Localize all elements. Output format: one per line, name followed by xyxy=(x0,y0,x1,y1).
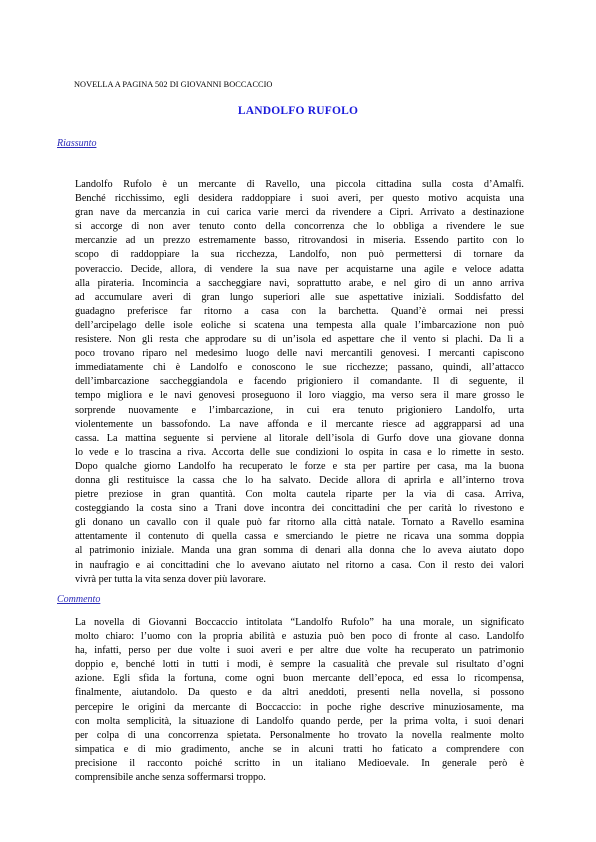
document-title: LANDOLFO RUFOLO xyxy=(237,105,359,117)
text-line: sorprende nuovamente e l’imbarcazione, in cui era tenuto prigioniero Landolfo, urta xyxy=(75,404,524,416)
section-heading-riassunto[interactable]: Riassunto xyxy=(57,138,97,149)
text-line: molto chiaro: l’uomo con la propria abilità e astuzia può ben poco di fronte al caso. Landolfo xyxy=(75,631,524,643)
text-line: doppio e, benché lotti in tutti i modi, è sempre la casualità che prevale sul risultato d’ogni xyxy=(75,659,524,671)
commento-paragraph xyxy=(75,616,524,785)
text-line: guadagno preferisce far ritorno a casa con la barchetta. Quand’è ormai nei pressi xyxy=(75,305,524,317)
text-line: cassa. La mattina seguente si perviene al litorale dell’isola di Gurfo dove una giovane donna xyxy=(75,432,524,444)
text-line: percepire le origini da mercante di Boccaccio: in poche righe descrive minuziosamente, ma xyxy=(75,701,524,713)
text-line: scopo di raddoppiare la sua ricchezza, Landolfo, non può permettersi di tornare da xyxy=(75,249,524,261)
text-line: attentamente il contenuto di quella cassa e smerciando le pietre ne ricava una somma doppia xyxy=(75,531,524,543)
text-line: al patrimonio iniziale. Manda una gran somma di denari alla donna che lo aveva aiutato dopo xyxy=(75,545,524,557)
text-line: vivrà per tutta la vita senza dover più lavorare. xyxy=(75,573,266,585)
text-line: Benché ricchissimo, egli desidera raddoppiare i suoi averi, per questo motivo acquista una xyxy=(75,193,524,205)
text-line: tempo migliora e le navi genovesi proseguono il loro viaggio, ma verso sera il mare grosso le xyxy=(75,390,524,402)
text-line: Dopo qualche giorno Landolfo ha recuperato le forze e sta per partire per casa, ma la buona xyxy=(75,460,524,472)
text-line: poveraccio. Decide, allora, di vendere la sua nave per acquistarne una agile e veloce adatta xyxy=(75,263,524,275)
document-header: NOVELLA A PAGINA 502 DI GIOVANNI BOCCACCIO xyxy=(74,80,273,89)
text-line: comprensibile anche senza soffermarsi troppo. xyxy=(75,772,266,784)
text-line: ad accumulare averi di gran lungo superiori alle sue aspettative iniziali. Soddisfatto del xyxy=(75,291,524,303)
text-line: azione. Egli sfida la fortuna, come ogni buon mercante dell’epoca, ed essa lo ricompensa, xyxy=(75,673,524,685)
text-line: alla pirateria. Incomincia a saccheggiare navi, soprattutto arabe, e nel giro di un anno arriva xyxy=(75,277,524,289)
text-line: immediatamente chi è Landolfo e conoscono le sue ricchezze; passano, quindi, all’attacco xyxy=(75,362,524,374)
text-line: finalmente, aiutandolo. Da questo e da altri aneddoti, presenti nella novella, si possono xyxy=(75,687,524,699)
text-line: si accorge di non aver tenuto conto della concorrenza che lo obbliga a rivendere le sue xyxy=(75,221,524,233)
text-line: dell’arcipelago delle isole eoliche si scatena una tempesta alla quale l’imbarcazione non può xyxy=(75,319,524,331)
text-line: con molta semplicità, la situazione di Landolfo quando perde, per la prima volta, i suoi denari xyxy=(75,715,524,727)
text-line: simpatica e di mio gradimento, anche se in alcuni tratti ho faticato a comprendere con xyxy=(75,743,524,755)
text-line: poco trovano riparo nel medesimo luogo delle navi mercantili genovesi. I mercanti capiscono xyxy=(75,348,524,360)
text-line: gli donano un cavallo con il quale può far ritorno alla città natale. Tornato a Ravello esamina xyxy=(75,517,524,529)
text-line: mercanzie ad un prezzo estremamente basso, ritrovandosi in miseria. Essendo partito con lo xyxy=(75,235,524,247)
riassunto-paragraph xyxy=(75,178,524,587)
text-line: in naufragio e ai concittadini che lo avevano aiutato nel ritorno a casa. Con il resto dei valori xyxy=(75,559,524,571)
text-line: dell’imbarcazione saccheggiandola e facendo prigioniero il comandante. Il dì seguente, il xyxy=(75,376,524,388)
section-heading-commento[interactable]: Commento xyxy=(57,594,101,605)
text-line: Landolfo Rufolo è un mercante di Ravello, una piccola cittadina sulla costa d’Amalfi. xyxy=(75,179,524,190)
text-line: costeggiando la costa sino a Trani dove incontra dei concittadini che per carità lo rivestono e xyxy=(75,503,524,515)
text-line: precisione il racconto poiché scritto in un italiano Medioevale. In generale però è xyxy=(75,757,524,769)
text-line: gran nave da mercanzia in cui carica varie merci da rivendere a Cipri. Arrivato a destinazione xyxy=(75,207,524,219)
text-line: per colpa di una concorrenza spietata. Personalmente ho trovato la novella realmente molto xyxy=(75,729,524,741)
text-line: donna gli restituisce la cassa che lo ha salvato. Decide allora di aprirla e all’interno trova xyxy=(75,474,524,486)
text-line: lo vede e lo trascina a riva. Accorta delle sue condizioni lo ospita in casa e lo rimette in sesto. xyxy=(75,446,524,458)
text-line: resistere. Non gli resta che approdare su di un’isola ed aspettare che il vento si plachi. Da lì a xyxy=(75,334,524,346)
text-line: pietre preziose in gran quantità. Con molta cautela riparte per la via di casa. Arriva, xyxy=(75,489,524,501)
text-line: violentemente un bassofondo. La nave affonda e il mercante riesce ad aggrapparsi ad una xyxy=(75,418,524,430)
text-line: La novella di Giovanni Boccaccio intitolata “Landolfo Rufolo” ha una morale, un significato xyxy=(75,617,524,628)
text-line: ha, infatti, perso per due volte i suoi averi e per altre due volte ha recuperato un patrimonio xyxy=(75,645,524,657)
